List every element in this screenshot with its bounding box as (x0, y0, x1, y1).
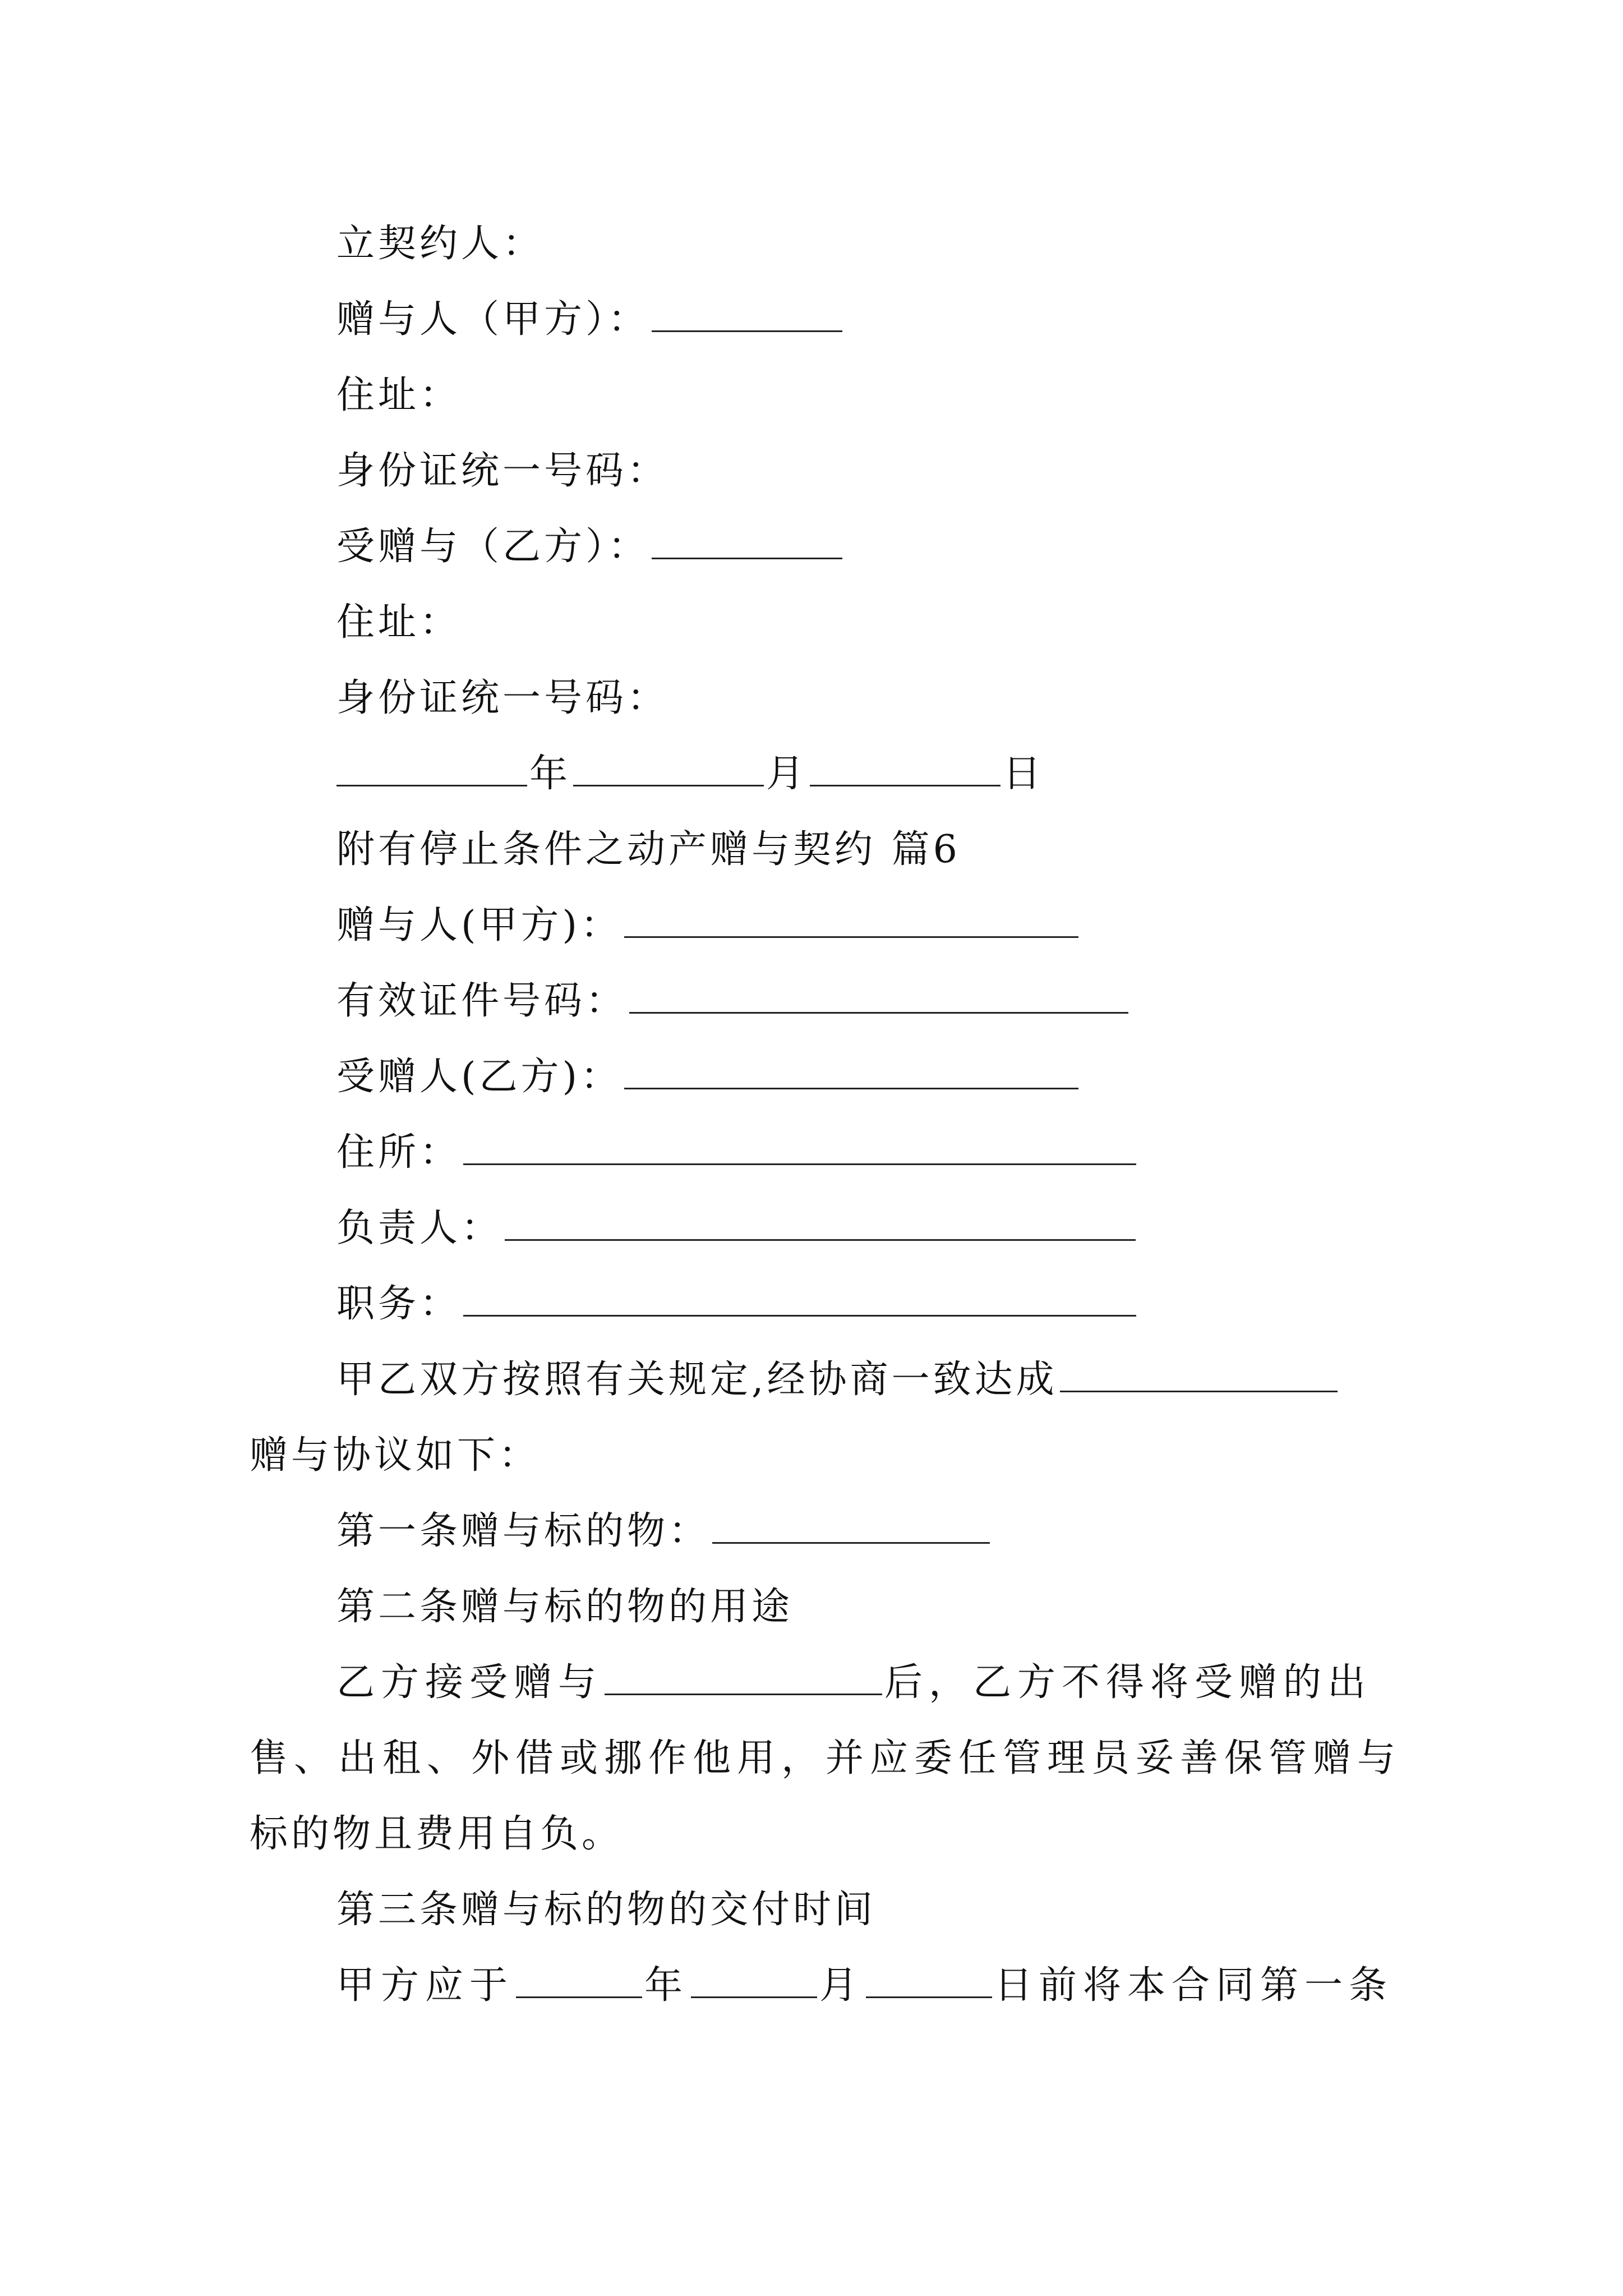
article-2-body-line-1: 乙方接受赠与 后，乙方不得将受赠的出 (336, 1655, 1372, 1711)
article-3-body-line-1: 甲方应于 年 月 日前将本合同第一条 (336, 1958, 1393, 2014)
donor-name-blank[interactable] (652, 293, 842, 332)
id-number-blank[interactable] (629, 975, 1128, 1014)
article-2-body-line-2: 售、出租、外借或挪作他用，并应委任管理员妥善保管赠与 (250, 1736, 1402, 1780)
donor-party-a-field: 赠与人（甲方）： (336, 292, 845, 348)
donee-name-blank[interactable] (652, 521, 842, 559)
day-blank[interactable] (810, 748, 1000, 786)
agreement-blank[interactable] (1060, 1354, 1338, 1392)
residence-blank[interactable] (463, 1126, 1136, 1165)
section-title: 附有停止条件之动产赠与契约 篇6 (336, 827, 961, 872)
donor-field: 赠与人(甲方)： (336, 898, 1081, 954)
article-2-body-line-3: 标的物且费用自负。 (250, 1812, 624, 1856)
article-2-title: 第二条赠与标的物的用途 (336, 1585, 794, 1629)
donor-blank[interactable] (624, 899, 1078, 938)
agreement-intro-line: 甲乙双方按照有关规定,经协商一致达成 (336, 1352, 1340, 1408)
donor-address-field: 住址： (336, 373, 462, 417)
delivery-day-blank[interactable] (866, 1959, 992, 1998)
month-blank[interactable] (573, 748, 764, 786)
delivery-month-blank[interactable] (691, 1959, 817, 1998)
position-field: 职务： (336, 1276, 1138, 1332)
donee-blank[interactable] (624, 1051, 1078, 1089)
responsible-person-blank[interactable] (505, 1202, 1136, 1241)
heading-parties: 立契约人： (336, 222, 545, 266)
article-3-title: 第三条赠与标的物的交付时间 (336, 1888, 877, 1932)
year-blank[interactable] (336, 748, 527, 786)
gift-object-blank[interactable] (712, 1505, 990, 1544)
delivery-year-blank[interactable] (516, 1959, 642, 1998)
responsible-person-field: 负责人： (336, 1200, 1138, 1257)
donee-address-field: 住址： (336, 600, 462, 645)
donee-party-b-field: 受赠与（乙方）： (336, 519, 845, 575)
article-1: 第一条赠与标的物： (336, 1503, 992, 1559)
gift-received-blank[interactable] (605, 1657, 882, 1695)
agreement-intro-continued: 赠与协议如下： (250, 1433, 541, 1478)
residence-field: 住所： (336, 1125, 1138, 1181)
position-blank[interactable] (463, 1278, 1136, 1317)
id-number-field: 有效证件号码： (336, 973, 1131, 1029)
donor-id-field: 身份证统一号码： (336, 449, 669, 493)
donee-id-field: 身份证统一号码： (336, 676, 669, 720)
signing-date-line: 年 月 日 (336, 746, 1044, 802)
donee-field: 受赠人(乙方)： (336, 1049, 1081, 1105)
